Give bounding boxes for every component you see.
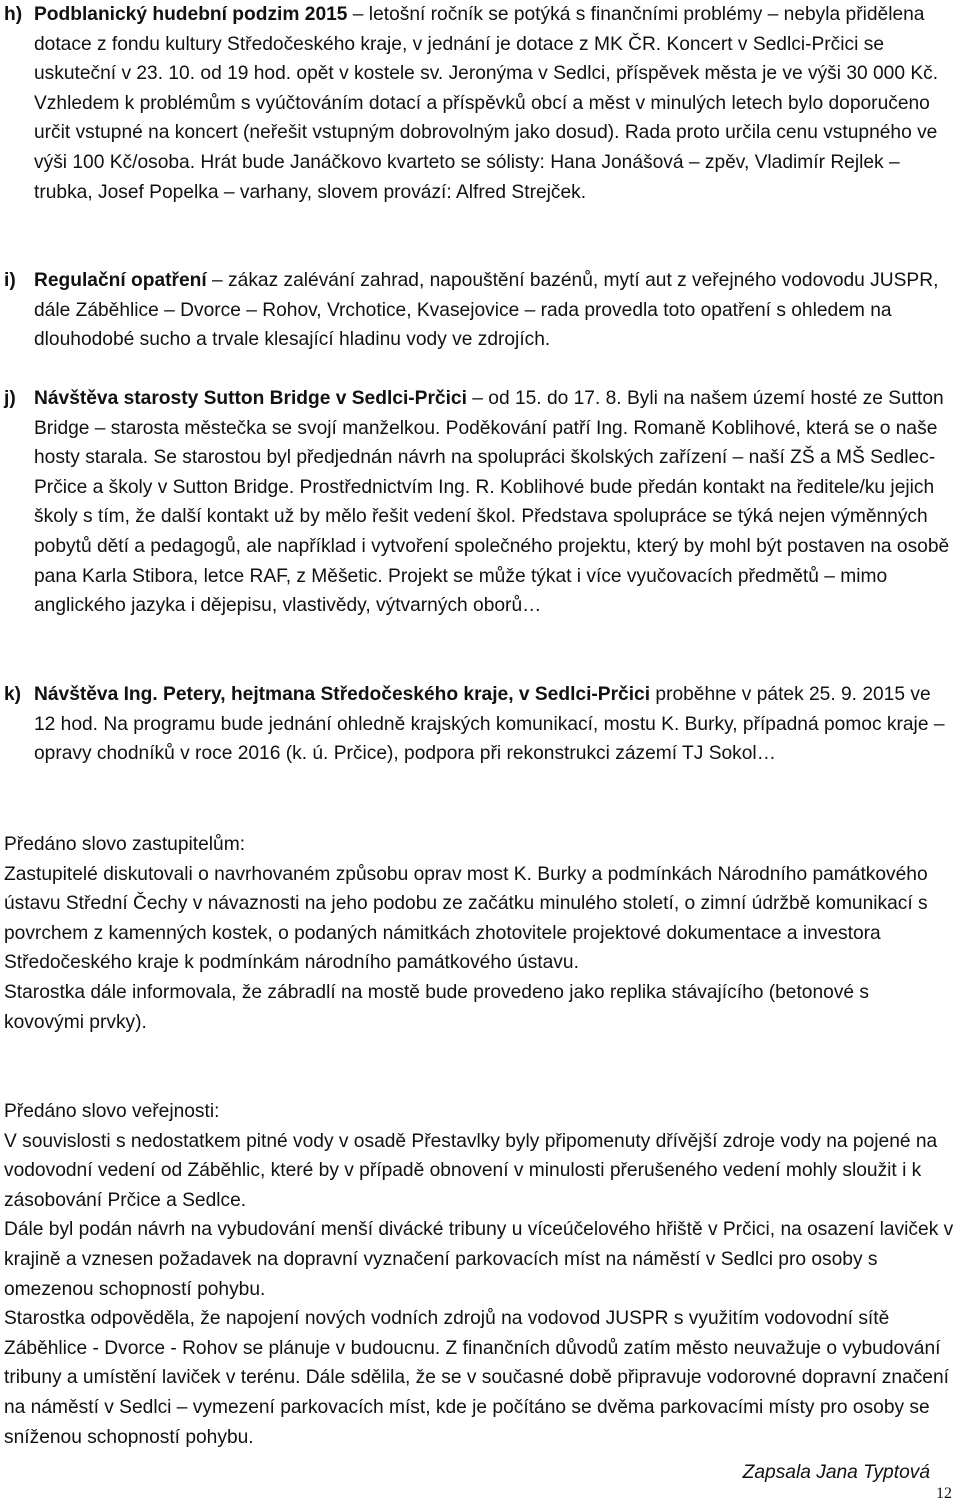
item-j <box>4 384 954 621</box>
item-body <box>34 680 954 769</box>
item-body <box>34 266 954 355</box>
item-title: Návštěva Ing. Petery, hejtmana Středočeského kraje, v Sedlci-Prčici <box>34 684 651 705</box>
item-marker: i) <box>4 270 16 291</box>
item-marker: h) <box>4 4 23 25</box>
representatives-section <box>4 830 954 1037</box>
representatives-heading: Předáno slovo zastupitelům: <box>4 834 246 855</box>
representatives-paragraph: Starostka dále informovala, že zábradlí na mostě bude provedeno jako replika stávajícího (betonové s kovovými prvky). <box>4 981 870 1033</box>
item-i <box>4 266 954 355</box>
item-h <box>4 0 954 207</box>
item-title: Návštěva starosty Sutton Bridge v Sedlci-Prčici <box>34 388 467 409</box>
item-title: Regulační opatření <box>34 270 207 291</box>
public-paragraph: Starostka odpověděla, že napojení nových vodních zdrojů na vodovod JUSPR s využitím vodovodní sítě Záběhlice - Dvorce - Rohov se plánuje v budoucnu. Z finančních důvodů zatím město neuvažuje o vybudování tribuny a umístění laviček v terénu. Dále sdělila, že se v současné době připravuje vodorovné dopravní značení na náměstí v Sedlci – vymezení parkovacích míst, kde je počítáno se dvěma parkovacími místy pro osoby se sníženou schopností pohybu. <box>4 1308 949 1448</box>
item-title: Podblanický hudební podzim 2015 <box>34 4 348 25</box>
item-text: – letošní ročník se potýká s finančními problémy – nebyla přidělena dotace z fondu kultury Středočeského kraje, v jednání je dotace z MK ČR. Koncert v Sedlci-Prčici se uskuteční v 23. 10. od 19 hod. opět v kostele sv. Jeronýma v Sedlci, příspěvek města je ve výši 30 000 Kč. Vzhledem k problémům s vyúčtováním dotací a příspěvků obcí a měst v minulých letech bylo doporučeno určit vstupné na koncert (neřešit vstupným dobrovolným jako dosud). Rada proto určila cenu vstupného ve výši 100 Kč/osoba. Hrát bude Janáčkovo kvarteto se sólisty: Hana Jonášová – zpěv, Vladimír Rejlek – trubka, Josef Popelka – varhany, slovem provází: Alfred Strejček. <box>34 4 939 203</box>
public-paragraph: Dále byl podán návrh na vybudování menší divácké tribuny u víceúčelového hřiště v Prčici, na osazení laviček v krajině a vznesen požadavek na dopravní vyznačení parkovacích míst na náměstí v Sedlci pro osoby s omezenou schopností pohybu. <box>4 1219 954 1300</box>
representatives-paragraph: Zastupitelé diskutovali o navrhovaném způsobu oprav most K. Burky a podmínkách Národního památkového ústavu Střední Čechy v návaznosti na jeho podobu ze začátku minulého století, o zimní údržbě komunikací s povrchem z kamenných kostek, o podaných námitkách zhotovitele projektové dokumentace a investora Středočeského kraje k podmínkám národního památkového ústavu. <box>4 863 928 974</box>
item-text: – od 15. do 17. 8. Byli na našem území hosté ze Sutton Bridge – starosta městečka se svojí manželkou. Poděkování patří Ing. Romaně Koblihové, která se o naše hosty starala. Se starostou byl předjednán návrh na spolupráci školských zařízení – naší ZŠ a MŠ Sedlec-Prčice a školy v Sutton Bridge. Prostřednictvím Ing. R. Koblihové bude předán kontakt na ředitele/ku jejich školy s tím, že další kontakt už by mělo řešit vedení škol. Představa spolupráce se týká nejen výměnných pobytů dětí a pedagogů, ale například i vytvoření společného projektu, který by mohl být postaven na osobě pana Karla Stibora, letce RAF, z Měšetic. Projekt se může týkat i více vyučovacích předmětů – mimo anglického jazyka i dějepisu, vlastivědy, výtvarných oborů… <box>34 388 950 617</box>
public-section <box>4 1097 954 1452</box>
item-body <box>34 0 954 207</box>
item-body <box>34 384 954 621</box>
page-number: 12 <box>936 1485 952 1502</box>
item-marker: k) <box>4 684 22 705</box>
item-text: proběhne v pátek 25. 9. 2015 ve 12 hod. Na programu bude jednání ohledně krajských komunikací, mostu K. Burky, případná pomoc kraje – opravy chodníků v roce 2016 (k. ú. Prčice), podpora při rekonstrukci zázemí TJ Sokol… <box>34 684 945 765</box>
public-paragraph: V souvislosti s nedostatkem pitné vody v osadě Přestavlky byly připomenuty dřívější zdroje vody na pojené na vodovodní vedení od Záběhlic, které by v případě obnovení v minulosti přerušeného vedení mohly sloužit i k zásobování Prčice a Sedlce. <box>4 1130 938 1211</box>
item-k <box>4 680 954 769</box>
public-heading: Předáno slovo veřejnosti: <box>4 1101 220 1122</box>
signature: Zapsala Jana Typtová <box>742 1462 930 1483</box>
item-marker: j) <box>4 388 16 409</box>
item-text: – zákaz zalévání zahrad, napouštění bazénů, mytí aut z veřejného vodovodu JUSPR, dále Záběhlice – Dvorce – Rohov, Vrchotice, Kvasejovice – rada provedla toto opatření s ohledem na dlouhodobé sucho a trvale klesající hladinu vody ve zdrojích. <box>34 270 939 351</box>
